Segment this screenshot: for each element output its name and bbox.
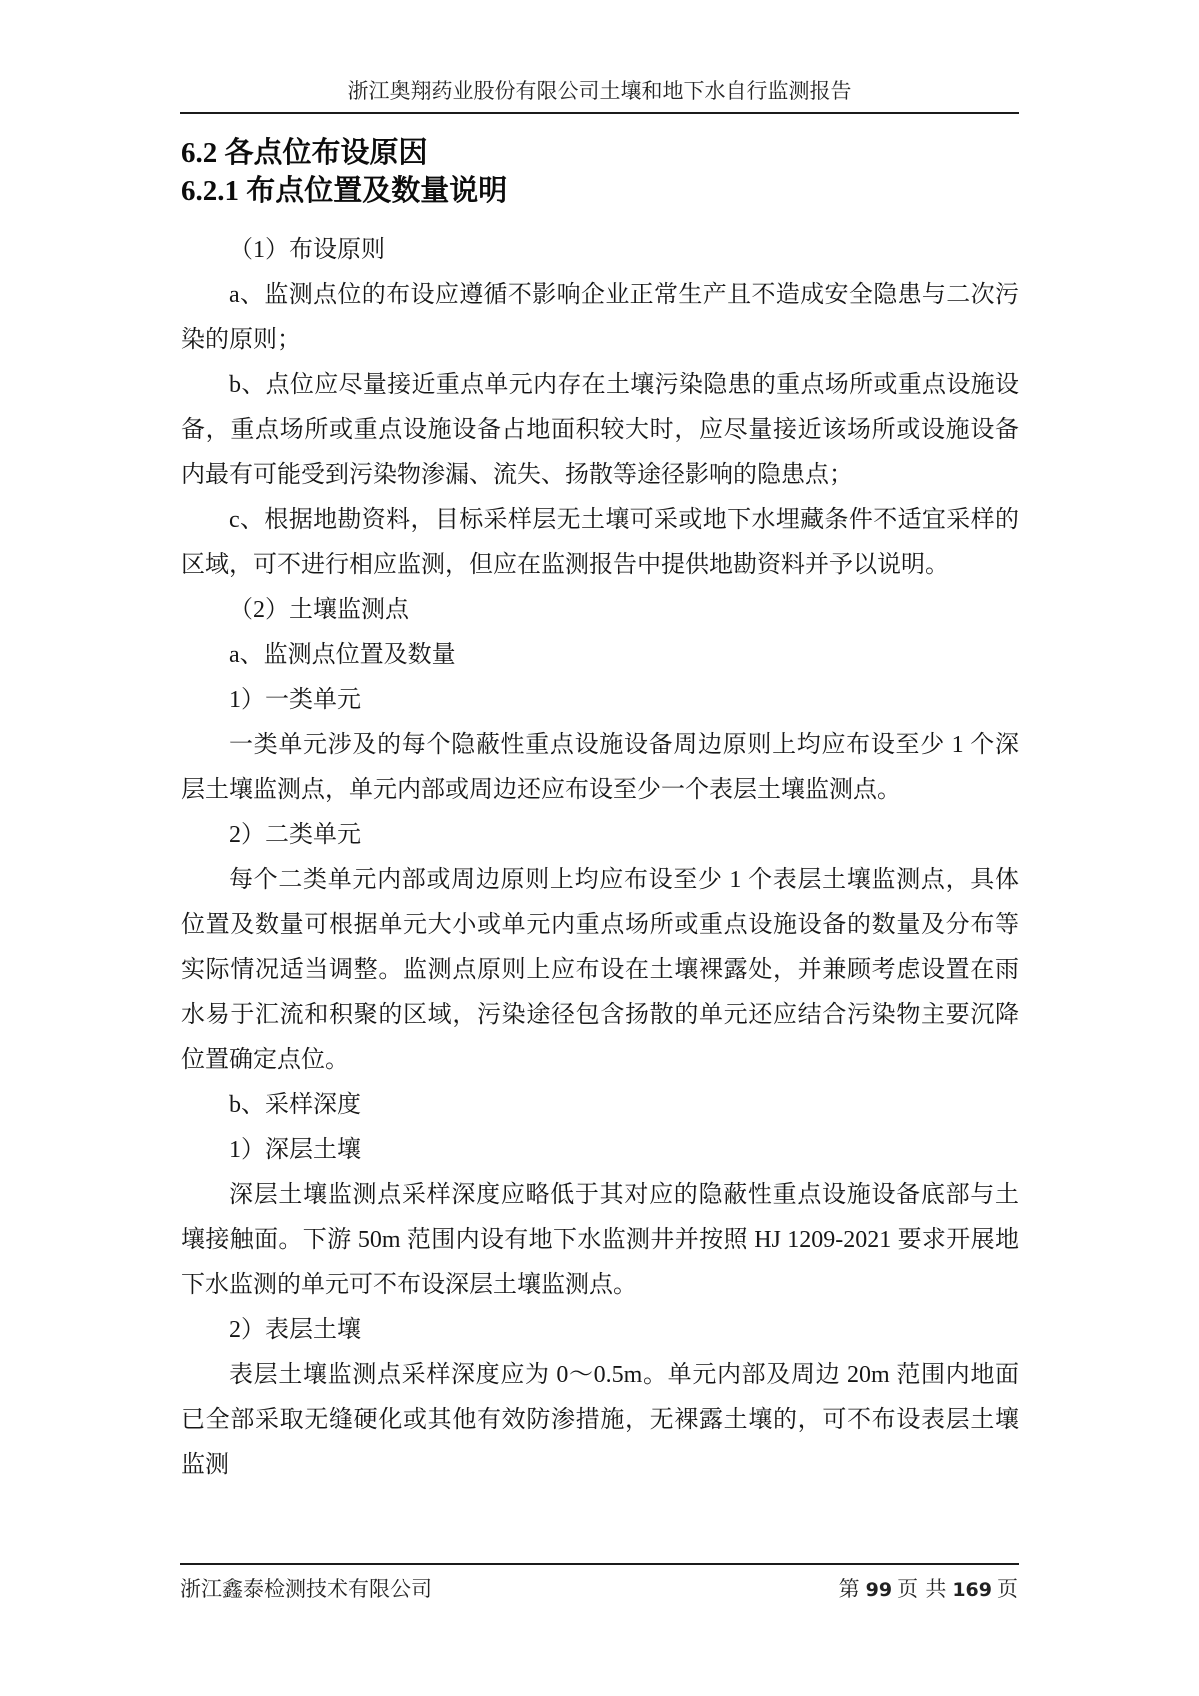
paragraph: 2）表层土壤 <box>229 1317 361 1343</box>
page-footer <box>180 1563 1019 1603</box>
paragraph: a、监测点位置及数量 <box>229 642 456 668</box>
page-label-middle: 页 共 <box>897 1577 948 1601</box>
document-body <box>181 136 1019 1488</box>
paragraph: 一类单元涉及的每个隐蔽性重点设施设备周边原则上均应布设至少 1 个深层土壤监测点，单元内部或周边还应布设至少一个表层土壤监测点。 <box>181 732 1019 803</box>
page-label-suffix: 页 <box>997 1577 1019 1601</box>
paragraph: b、采样深度 <box>229 1092 361 1118</box>
paragraph: （2）土壤监测点 <box>229 597 409 623</box>
subsection-heading: 6.2.1 布点位置及数量说明 <box>181 175 508 207</box>
footer-page-info <box>839 1573 1019 1603</box>
page-number: 99 <box>865 1579 893 1601</box>
section-heading: 6.2 各点位布设原因 <box>181 137 428 169</box>
paragraph: 1）深层土壤 <box>229 1137 361 1163</box>
paragraph: 1）一类单元 <box>229 687 361 713</box>
total-pages: 169 <box>952 1579 992 1601</box>
page-header <box>180 78 1019 114</box>
footer-company: 浙江鑫泰检测技术有限公司 <box>180 1577 432 1601</box>
paragraph: 表层土壤监测点采样深度应为 0～0.5m。单元内部及周边 20m 范围内地面已全部采取无缝硬化或其他有效防渗措施，无裸露土壤的，可不布设表层土壤监测 <box>181 1362 1019 1478</box>
paragraph: 深层土壤监测点采样深度应略低于其对应的隐蔽性重点设施设备底部与土壤接触面。下游 50m 范围内设有地下水监测井并按照 HJ 1209-2021 要求开展地下水监测的单元可不布设深层土壤监测点。 <box>181 1182 1019 1298</box>
paragraph: （1）布设原则 <box>229 237 385 263</box>
paragraph: b、点位应尽量接近重点单元内存在土壤污染隐患的重点场所或重点设施设备，重点场所或重点设施设备占地面积较大时，应尽量接近该场所或设施设备内最有可能受到污染物渗漏、流失、扬散等途径影响的隐患点； <box>181 372 1019 488</box>
paragraph: 每个二类单元内部或周边原则上均应布设至少 1 个表层土壤监测点，具体位置及数量可根据单元大小或单元内重点场所或重点设施设备的数量及分布等实际情况适当调整。监测点原则上应布设在土壤裸露处，并兼顾考虑设置在雨水易于汇流和积聚的区域，污染途径包含扬散的单元还应结合污染物主要沉降位置确定点位。 <box>181 867 1019 1073</box>
page-label-prefix: 第 <box>838 1577 861 1601</box>
header-title: 浙江奥翔药业股份有限公司土壤和地下水自行监测报告 <box>347 79 852 103</box>
paragraph: c、根据地勘资料，目标采样层无土壤可采或地下水埋藏条件不适宜采样的区域，可不进行相应监测，但应在监测报告中提供地勘资料并予以说明。 <box>181 507 1019 578</box>
paragraph: a、监测点位的布设应遵循不影响企业正常生产且不造成安全隐患与二次污染的原则； <box>181 282 1019 353</box>
paragraph: 2）二类单元 <box>229 822 361 848</box>
